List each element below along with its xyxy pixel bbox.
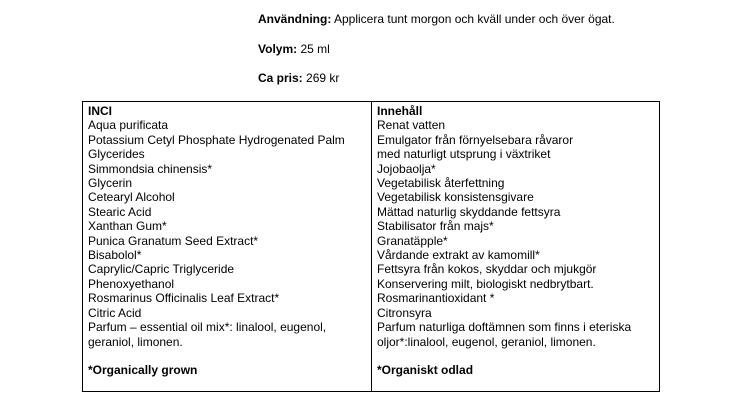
contents-row: Fettsyra från kokos, skyddar och mjukgör bbox=[377, 262, 597, 277]
contents-header: Innehåll bbox=[377, 104, 423, 118]
spacer bbox=[88, 349, 371, 363]
contents-row: Parfum naturliga doftämnen som finns i eteriska bbox=[377, 320, 632, 335]
contents-row: Mättad naturlig skyddande fettsyra bbox=[377, 204, 561, 219]
inci-row: Stearic Acid bbox=[88, 204, 152, 219]
inci-column bbox=[83, 102, 372, 391]
inci-row: Citric Acid bbox=[88, 305, 142, 320]
contents-row: Stabilisator från majs* bbox=[377, 219, 494, 234]
inci-row: Potassium Cetyl Phosphate Hydrogenated Palm bbox=[88, 132, 345, 147]
contents-row: Vårdande extrakt av kamomill* bbox=[377, 248, 540, 263]
contents-row: Konservering milt, biologiskt nedbrytbart. bbox=[377, 276, 594, 291]
volume-value: 25 ml bbox=[300, 42, 330, 56]
inci-list bbox=[88, 118, 371, 349]
contents-row: Citronsyra bbox=[377, 305, 432, 320]
inci-row: Aqua purificata bbox=[88, 118, 169, 133]
contents-row: oljor*:linalool, eugenol, geraniol, limonen. bbox=[377, 334, 596, 349]
inci-row: Xanthan Gum* bbox=[88, 219, 167, 234]
inci-row: Caprylic/Capric Triglyceride bbox=[88, 262, 235, 277]
inci-row: Glycerides bbox=[88, 147, 145, 162]
spacer bbox=[377, 349, 659, 363]
usage-value: Applicera tunt morgon och kväll under och över ögat. bbox=[334, 12, 615, 26]
contents-row: Emulgator från förnyelsebara råvaror bbox=[377, 132, 574, 147]
inci-footnote: *Organically grown bbox=[88, 363, 198, 378]
contents-row: Rosmarinantioxidant * bbox=[377, 291, 495, 306]
inci-row: Cetearyl Alcohol bbox=[88, 190, 175, 205]
price-label: Ca pris: bbox=[258, 71, 303, 85]
contents-row: med naturligt utsprung i växtriket bbox=[377, 147, 551, 162]
contents-list bbox=[377, 118, 659, 349]
price-value: 269 kr bbox=[306, 71, 340, 85]
inci-header: INCI bbox=[88, 104, 112, 118]
inci-row: geraniol, limonen. bbox=[88, 334, 183, 349]
usage-line bbox=[258, 12, 615, 26]
inci-row: Simmondsia chinensis* bbox=[88, 161, 213, 176]
contents-column bbox=[372, 102, 659, 391]
usage-label: Användning: bbox=[258, 12, 332, 26]
inci-row: Rosmarinus Officinalis Leaf Extract* bbox=[88, 291, 280, 306]
inci-row: Parfum – essential oil mix*: linalool, eugenol, bbox=[88, 320, 327, 335]
inci-row: Phenoxyethanol bbox=[88, 276, 175, 291]
contents-footnote: *Organiskt odlad bbox=[377, 363, 474, 378]
contents-row: Jojobaolja* bbox=[377, 161, 436, 176]
inci-row: Glycerin bbox=[88, 176, 133, 191]
inci-row: Bisabolol* bbox=[88, 248, 142, 263]
ingredients-table bbox=[82, 101, 660, 392]
volume-line bbox=[258, 42, 330, 56]
contents-row: Vegetabilisk återfettning bbox=[377, 176, 505, 191]
volume-label: Volym: bbox=[258, 42, 298, 56]
contents-row: Renat vatten bbox=[377, 118, 446, 133]
price-line bbox=[258, 71, 339, 85]
contents-row: Granatäpple* bbox=[377, 233, 448, 248]
contents-row: Vegetabilisk konsistensgivare bbox=[377, 190, 534, 205]
inci-row: Punica Granatum Seed Extract* bbox=[88, 233, 259, 248]
